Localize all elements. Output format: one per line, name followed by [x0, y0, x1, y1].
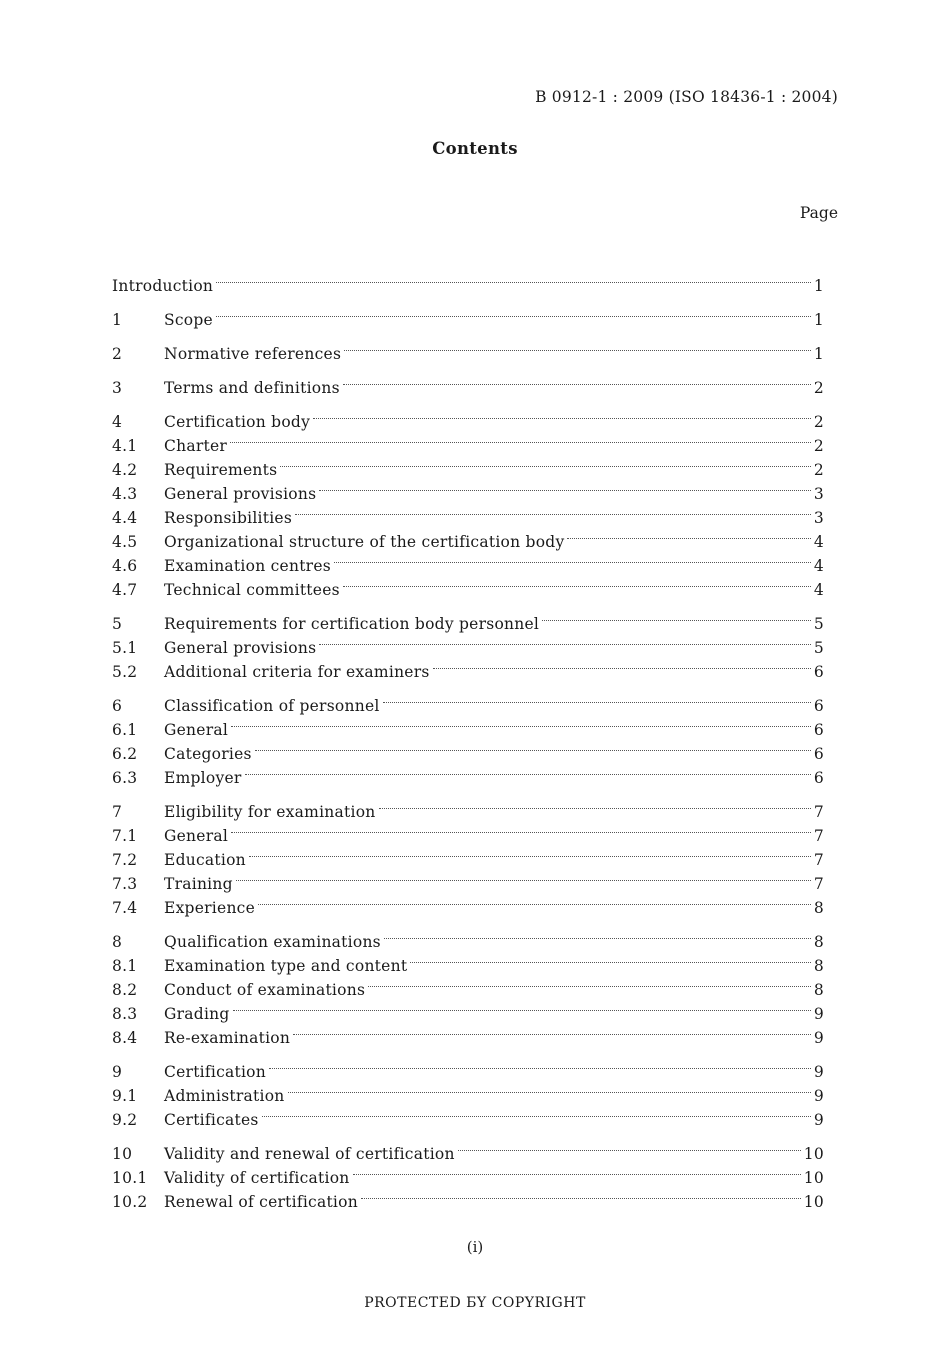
page-column-label: Page [799, 204, 838, 222]
toc-entry-number: 9 [112, 1063, 123, 1081]
toc-group [112, 369, 824, 397]
toc-entry-title: Requirements for certification body personnel [164, 615, 540, 633]
toc-entry-number: 8 [112, 933, 123, 951]
toc-entry-number: 8.2 [112, 981, 138, 999]
page-number: (i) [466, 1238, 484, 1256]
toc-group [112, 1135, 824, 1211]
toc-dot-leader [383, 687, 811, 711]
document-code: B 0912-1 : 2009 (ISO 18436-1 : 2004) [535, 88, 838, 106]
toc-dot-leader [567, 523, 810, 547]
toc-dot-leader [245, 759, 811, 783]
copyright-notice: PROTECTED БY COPYRIGHT [364, 1295, 586, 1311]
toc-group [112, 605, 824, 681]
toc-dot-leader [258, 889, 811, 913]
page-title: Contents [432, 139, 518, 158]
toc-entry-number: 1 [112, 311, 123, 329]
toc-dot-leader [410, 947, 811, 971]
toc-entry-number: 4.3 [112, 485, 138, 503]
toc-entry-number: 8.4 [112, 1029, 138, 1047]
toc-group [112, 301, 824, 329]
toc-entry-title: General [164, 827, 229, 845]
toc-entry-title: Renewal of certification [164, 1193, 358, 1211]
toc-dot-leader [230, 427, 811, 451]
toc-dot-leader [233, 995, 811, 1019]
toc-entry-number: 10.2 [112, 1193, 148, 1211]
toc-group [112, 687, 824, 787]
toc-entry-page: 6 [813, 745, 824, 763]
toc-group [112, 403, 824, 599]
toc-entry-number: 4.7 [112, 581, 138, 599]
toc-entry-page: 8 [813, 957, 824, 975]
toc-entry-page: 1 [813, 311, 824, 329]
toc-entry-page: 7 [813, 803, 824, 821]
toc-entry-page: 7 [813, 827, 824, 845]
toc-entry-number: 5.1 [112, 639, 138, 657]
toc-entry[interactable] [112, 335, 824, 363]
toc-entry-page: 8 [813, 981, 824, 999]
toc-dot-leader [433, 653, 811, 677]
toc-entry-page: 4 [813, 557, 824, 575]
toc-entry-title: Certification [164, 1063, 266, 1081]
toc-dot-leader [269, 1053, 811, 1077]
toc-entry-number: 4.1 [112, 437, 138, 455]
toc-entry-title: Examination type and content [164, 957, 408, 975]
toc-entry-number: 7.2 [112, 851, 138, 869]
toc-dot-leader [343, 369, 811, 393]
toc-entry-title: Responsibilities [164, 509, 293, 527]
toc-group [112, 335, 824, 363]
toc-entry-page: 4 [813, 581, 824, 599]
toc-dot-leader [313, 403, 811, 427]
toc-entry-page: 8 [813, 899, 824, 917]
toc-entry-number: 3 [112, 379, 123, 397]
toc-entry-page: 6 [813, 697, 824, 715]
toc-entry-title: Re-examination [164, 1029, 291, 1047]
toc-dot-leader [255, 735, 811, 759]
toc-entry[interactable] [112, 923, 824, 951]
toc-entry[interactable] [112, 301, 824, 329]
toc-entry-page: 1 [813, 345, 824, 363]
toc-entry-number: 2 [112, 345, 123, 363]
toc-entry[interactable] [112, 687, 824, 715]
toc-entry-title: Education [164, 851, 246, 869]
toc-entry-number: 5.2 [112, 663, 138, 681]
toc-dot-leader [343, 571, 811, 595]
toc-dot-leader [319, 475, 811, 499]
table-of-contents [112, 267, 824, 1217]
toc-entry[interactable] [112, 1135, 824, 1163]
toc-entry-title: Administration [164, 1087, 285, 1105]
toc-dot-leader [231, 817, 811, 841]
toc-group [112, 923, 824, 1047]
toc-entry-number: 7.3 [112, 875, 138, 893]
toc-entry[interactable] [112, 403, 824, 431]
toc-entry-title: Training [164, 875, 233, 893]
toc-entry-title: General [164, 721, 229, 739]
toc-entry[interactable] [112, 267, 824, 295]
toc-entry-title: Validity of certification [164, 1169, 350, 1187]
toc-entry[interactable] [112, 1053, 824, 1081]
toc-entry-number: 7.4 [112, 899, 138, 917]
toc-dot-leader [249, 841, 811, 865]
toc-entry-title: Categories [164, 745, 252, 763]
toc-dot-leader [262, 1101, 811, 1125]
toc-entry-page: 2 [813, 379, 824, 397]
toc-entry-page: 8 [813, 933, 824, 951]
toc-entry[interactable] [112, 793, 824, 821]
toc-dot-leader [295, 499, 811, 523]
toc-entry-title: Terms and definitions [164, 379, 340, 397]
toc-group [112, 267, 824, 295]
toc-entry-number: 7 [112, 803, 123, 821]
toc-entry[interactable] [112, 369, 824, 397]
toc-entry-title: Qualification examinations [164, 933, 381, 951]
toc-entry-title: Examination centres [164, 557, 331, 575]
toc-dot-leader [216, 301, 811, 325]
toc-entry-number: 9.1 [112, 1087, 138, 1105]
toc-entry-page: 4 [813, 533, 824, 551]
toc-entry-page: 1 [813, 277, 824, 295]
toc-entry-title: Organizational structure of the certification body [164, 533, 565, 551]
toc-dot-leader [319, 629, 811, 653]
toc-entry-number: 7.1 [112, 827, 138, 845]
toc-entry-number: 6 [112, 697, 123, 715]
toc-dot-leader [379, 793, 811, 817]
toc-entry-page: 6 [813, 663, 824, 681]
toc-entry-page: 5 [813, 615, 824, 633]
toc-entry-page: 7 [813, 875, 824, 893]
toc-dot-leader [216, 267, 811, 291]
toc-entry-title: Scope [164, 311, 213, 329]
toc-entry-page: 9 [813, 1005, 824, 1023]
toc-entry-page: 9 [813, 1087, 824, 1105]
toc-entry-title: Introduction [112, 277, 214, 295]
toc-entry-number: 10 [112, 1145, 133, 1163]
toc-entry-title: General provisions [164, 485, 317, 503]
toc-entry-title: Normative references [164, 345, 342, 363]
toc-entry-number: 6.2 [112, 745, 138, 763]
toc-dot-leader [353, 1159, 801, 1183]
toc-dot-leader [368, 971, 811, 995]
toc-entry-number: 4 [112, 413, 123, 431]
toc-entry-title: Experience [164, 899, 256, 917]
toc-entry-number: 5 [112, 615, 123, 633]
toc-entry-number: 9.2 [112, 1111, 138, 1129]
toc-dot-leader [231, 711, 811, 735]
toc-dot-leader [293, 1019, 811, 1043]
toc-entry-title: Requirements [164, 461, 278, 479]
toc-dot-leader [334, 547, 811, 571]
toc-entry-title: Classification of personnel [164, 697, 380, 715]
toc-dot-leader [280, 451, 811, 475]
toc-entry-page: 5 [813, 639, 824, 657]
toc-entry-page: 2 [813, 437, 824, 455]
toc-dot-leader [458, 1135, 801, 1159]
toc-entry-number: 4.6 [112, 557, 138, 575]
toc-dot-leader [236, 865, 811, 889]
toc-entry-title: Employer [164, 769, 242, 787]
toc-entry-page: 2 [813, 413, 824, 431]
toc-entry[interactable] [112, 605, 824, 633]
toc-dot-leader [344, 335, 811, 359]
toc-dot-leader [542, 605, 811, 629]
toc-entry-page: 10 [803, 1193, 824, 1211]
toc-entry-number: 4.4 [112, 509, 138, 527]
toc-entry-page: 9 [813, 1063, 824, 1081]
toc-entry-number: 6.3 [112, 769, 138, 787]
toc-entry-title: Additional criteria for examiners [164, 663, 430, 681]
toc-entry-page: 2 [813, 461, 824, 479]
toc-entry-title: Grading [164, 1005, 230, 1023]
toc-entry-page: 6 [813, 721, 824, 739]
toc-entry-title: Technical committees [164, 581, 340, 599]
toc-group [112, 793, 824, 917]
toc-entry-title: Conduct of examinations [164, 981, 366, 999]
toc-group [112, 1053, 824, 1129]
toc-entry-page: 9 [813, 1029, 824, 1047]
toc-entry-page: 10 [803, 1145, 824, 1163]
toc-entry-title: Certificates [164, 1111, 259, 1129]
toc-entry-number: 4.5 [112, 533, 138, 551]
toc-entry-title: Eligibility for examination [164, 803, 376, 821]
toc-entry-page: 9 [813, 1111, 824, 1129]
toc-entry-number: 10.1 [112, 1169, 148, 1187]
toc-entry-title: Charter [164, 437, 228, 455]
toc-entry-page: 10 [803, 1169, 824, 1187]
toc-entry-page: 3 [813, 485, 824, 503]
toc-entry-page: 7 [813, 851, 824, 869]
toc-entry-number: 4.2 [112, 461, 138, 479]
toc-entry-title: Validity and renewal of certification [164, 1145, 455, 1163]
toc-dot-leader [288, 1077, 811, 1101]
toc-entry-title: General provisions [164, 639, 317, 657]
toc-entry-number: 6.1 [112, 721, 138, 739]
toc-entry-page: 6 [813, 769, 824, 787]
toc-dot-leader [384, 923, 811, 947]
toc-entry-number: 8.3 [112, 1005, 138, 1023]
toc-dot-leader [361, 1183, 801, 1207]
toc-entry-title: Certification body [164, 413, 311, 431]
toc-entry-number: 8.1 [112, 957, 138, 975]
toc-entry-page: 3 [813, 509, 824, 527]
